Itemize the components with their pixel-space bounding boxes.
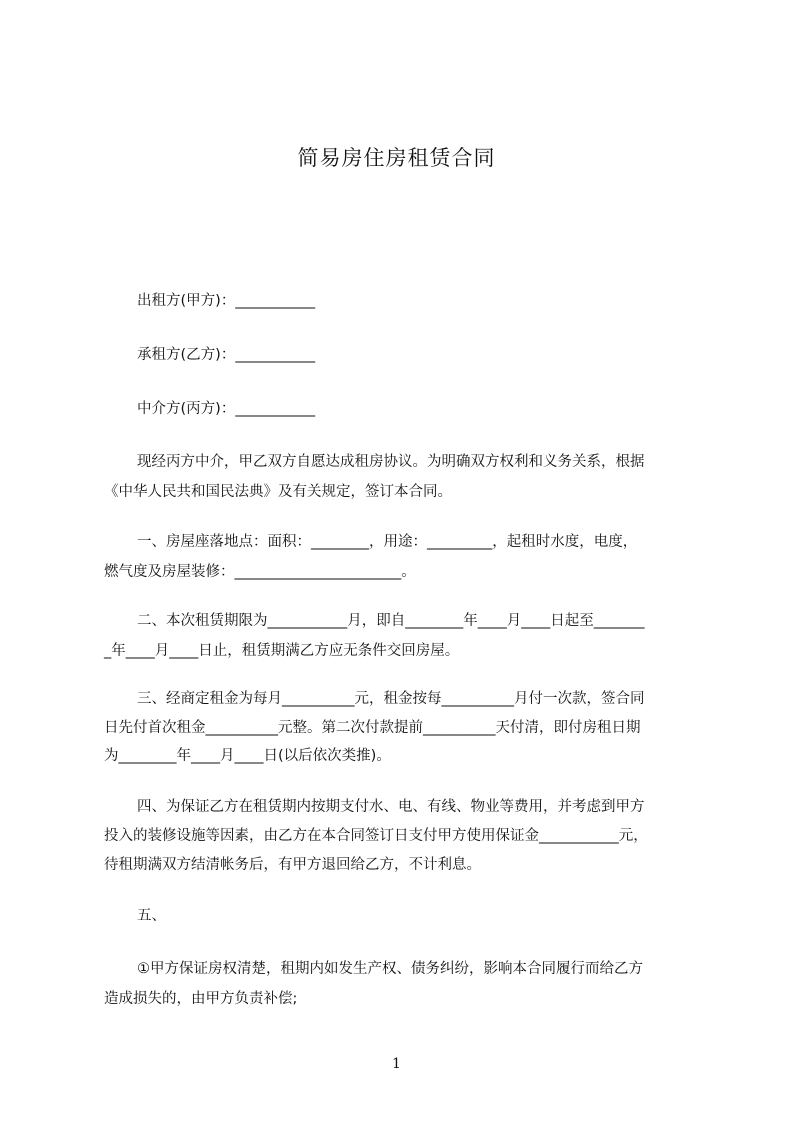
clause-3-line-1: 三、经商定租金为每月__________元，租金按每__________月付一次款，签合同: [137, 691, 645, 707]
clause-5-heading: 五、: [137, 908, 166, 924]
clause-1-line-2: 燃气度及房屋装修：_______________________。: [104, 564, 416, 580]
party-a-line: 出租方(甲方)：___________: [137, 293, 316, 309]
party-c-line: 中介方(丙方)：___________: [137, 401, 316, 417]
clause-2-line-2: _年____月____日止，租赁期满乙方应无条件交回房屋。: [104, 643, 460, 659]
document-title: 简易房住房租赁合同: [297, 146, 496, 170]
clause-4-line-1: 四、为保证乙方在租赁期内按期支付水、电、有线、物业等费用，并考虑到甲方: [137, 799, 645, 815]
clause-2-line-1: 二、本次租赁期限为___________月，即自________年____月____日起至_______: [137, 613, 645, 629]
clause-3-line-2: 日先付首次租金__________元整。第二次付款提前__________天付清，即付房租日期: [104, 720, 641, 736]
party-b-line: 承租方(乙方)：___________: [137, 347, 316, 363]
clause-5-item-1-line-2: 造成损失的，由甲方负责补偿;: [104, 991, 298, 1007]
clause-5-item-1-line-1: ①甲方保证房权清楚，租期内如发生产权、债务纠纷，影响本合同履行而给乙方: [137, 961, 643, 977]
intro-line-2: 《中华人民共和国民法典》及有关规定，签订本合同。: [104, 484, 452, 500]
clause-4-line-2: 投入的装修设施等因素，由乙方在本合同签订日支付甲方使用保证金___________元，: [104, 828, 648, 844]
clause-4-line-3: 待租期满双方结清帐务后，有甲方退回给乙方，不计利息。: [104, 857, 481, 873]
clause-3-line-3: 为________年____月____日(以后依次类推)。: [104, 748, 391, 764]
intro-line-1: 现经丙方中介，甲乙双方自愿达成租房协议。为明确双方权利和义务关系，根据: [137, 454, 645, 470]
page-number: 1: [392, 1056, 401, 1072]
clause-1-line-1: 一、房屋座落地点：面积：________，用途：_________，起租时水度，电度，: [137, 534, 638, 550]
